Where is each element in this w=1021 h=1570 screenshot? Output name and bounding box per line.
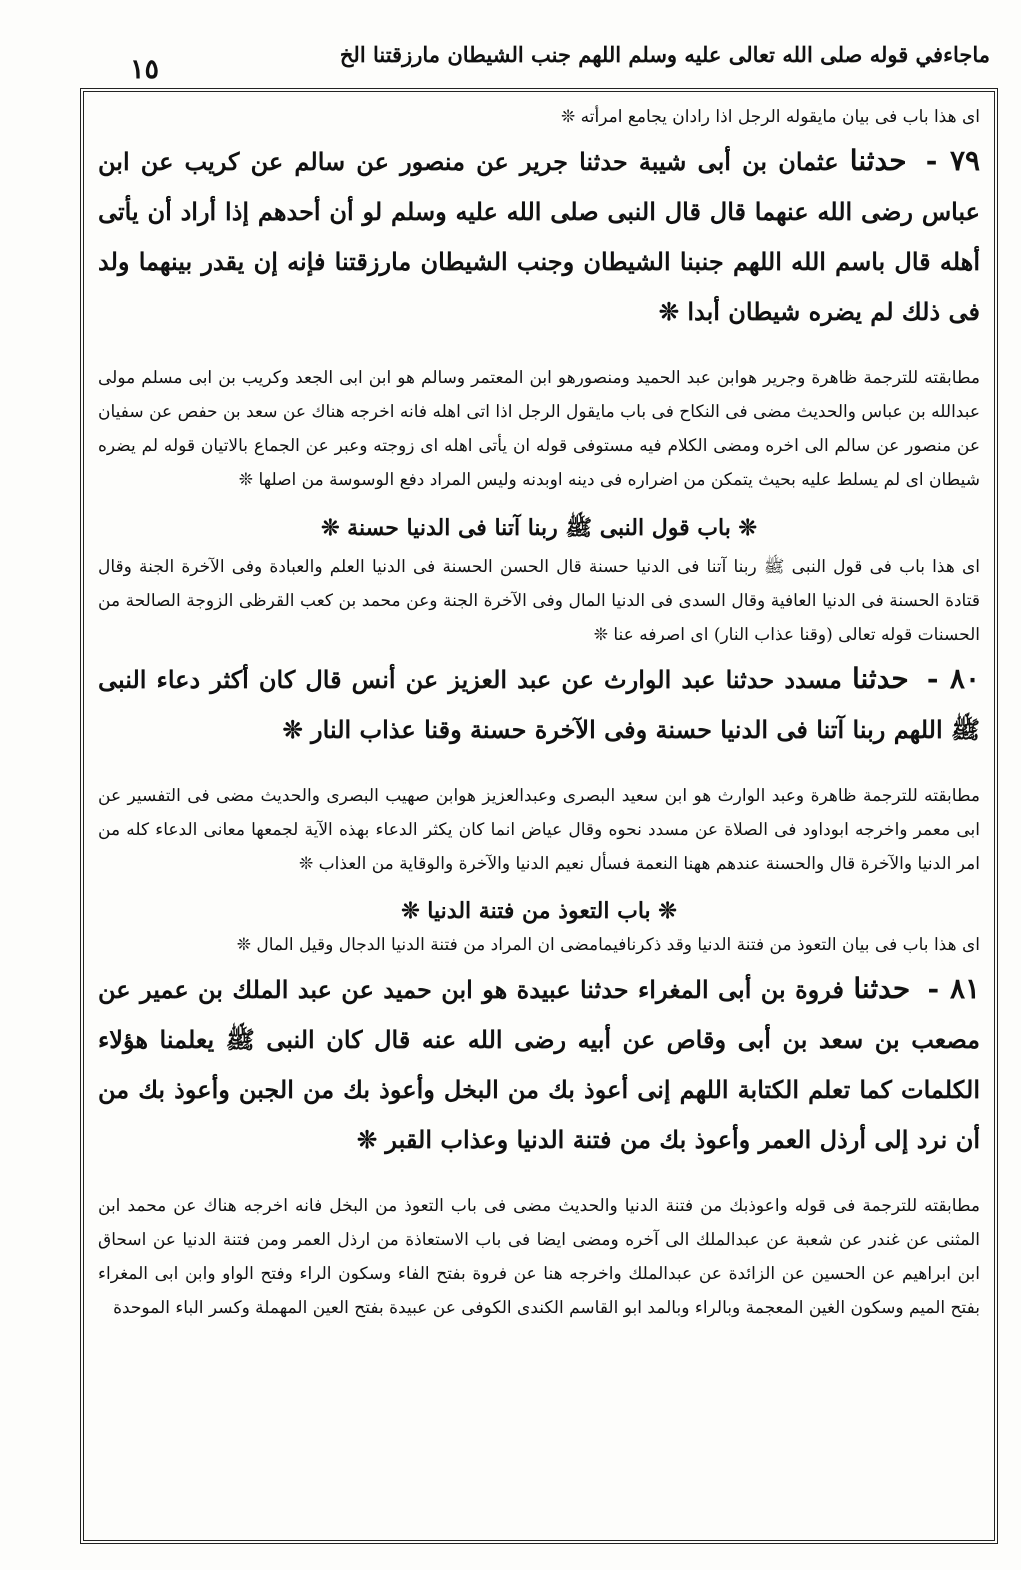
text-frame (80, 88, 998, 1544)
hadith-number: ٧٩ - (925, 144, 981, 177)
hadith-80 (98, 654, 980, 755)
page-number: ١٥ (130, 54, 160, 85)
bab-heading: ❊ باب قول النبى ﷺ ربنا آتنا فى الدنيا حسنة ❊ (321, 515, 757, 541)
haddathana-word: حدثنا (853, 972, 911, 1005)
running-head: ماجاءفي قوله صلى الله تعالى عليه وسلم اللهم جنب الشيطان مارزقتنا الخ (339, 42, 990, 67)
hadith-79 (98, 136, 980, 337)
commentary: مطابقته للترجمة ظاهرة وجرير هوابن عبد الحميد ومنصورهو ابن المعتمر وسالم هو ابن ابى الجعد وكريب بن ابى مسلم مولى عبدالله بن عباس والحديث مضى فى النكاح فى باب مايقول الرجل اذا اتى اهله فانه اخرجه هناك عن سعد بن حفص عن سفيان عن منصور عن سالم الى اخره ومضى الكلام فيه مستوفى قوله ان يأتى اهله اى زوجته وعبر عن الجماع بالاتيان قوله لم يضره شيطان اى لم يسلط عليه بحيث يتمكن من اضراره فى دينه اوبدنه وليس المراد دفع الوسوسة من اصلها ❊ (98, 368, 980, 490)
hadith-text: مسدد حدثنا عبد الوارث عن عبد العزيز عن أنس قال كان أكثر دعاء النبى ﷺ اللهم ربنا آتنا فى الدنيا حسنة وفى الآخرة حسنة وقنا عذاب النار ❊ (98, 665, 980, 744)
page-header (80, 40, 990, 90)
commentary: مطابقته للترجمة فى قوله واعوذبك من فتنة الدنيا والحديث مضى فى باب التعوذ من البخل فانه اخرجه هناك عن محمد ابن المثنى عن غندر عن شعبة عن عبدالملك الى آخره ومضى ايضا فى باب الاستعاذة من ارذل العمر ومن فتنة الدنيا عن اسحاق ابن ابراهيم عن الحسين عن الزائدة عن عبدالملك واخرجه هنا عن فروة بفتح الفاء وسكون الراء وفتح الواو وابن ابى المغراء بفتح الميم وسكون الغين المعجمة وبالراء وبالمد ابو القاسم الكندى الكوفى عن عبيدة بفتح العين المهملة وكسر الباء الموحدة (98, 1196, 980, 1318)
bab-intro: اى هذا باب فى بيان التعوذ من فتنة الدنيا وقد ذكرنافيمامضى ان المراد من فتنة الدنيا الدجال وقيل المال ❊ (236, 935, 980, 955)
bab-intro: اى هذا باب فى بيان مايقوله الرجل اذا رادان يجامع امرأته ❊ (561, 107, 980, 127)
haddathana-word: حدثنا (851, 662, 909, 695)
haddathana-word: حدثنا (849, 144, 907, 177)
bab-intro: اى هذا باب فى قول النبى ﷺ ربنا آتنا فى الدنيا حسنة قال الحسن الحسنة فى الدنيا العلم والعبادة وفى الآخرة الجنة وقال قتادة الحسنة فى الدنيا العافية وقال السدى فى الدنيا المال وفى الآخرة الجنة وعن محمد بن كعب القرظى الزوجة الصالحة من الحسنات قوله تعالى (وقنا عذاب النار) اى اصرفه عنا ❊ (98, 557, 980, 645)
hadith-81 (98, 964, 980, 1165)
hadith-number: ٨٠ - (926, 662, 980, 695)
hadith-number: ٨١ - (927, 972, 981, 1005)
hadith-text: فروة بن أبى المغراء حدثنا عبيدة هو ابن حميد عن عبد الملك بن عمير عن مصعب بن سعد بن أبى وقاص عن أبيه رضى الله عنه قال كان النبى ﷺ يعلمنا هؤلاء الكلمات كما تعلم الكتابة اللهم إنى أعوذ بك من البخل وأعوذ بك من الجبن وأعوذ بك من أن نرد إلى أرذل العمر وأعوذ بك من فتنة الدنيا وعذاب القبر ❊ (98, 975, 980, 1154)
bab-heading: ❊ باب التعوذ من فتنة الدنيا ❊ (401, 898, 677, 924)
commentary: مطابقته للترجمة ظاهرة وعبد الوارث هو ابن سعيد البصرى وعبدالعزيز هوابن صهيب البصرى والحديث مضى فى التفسير عن ابى معمر واخرجه ابوداود فى الصلاة عن مسدد نحوه وقال عياض انما كان يكثر الدعاء بهذه الآية لجمعها معانى الدعاء كله من امر الدنيا والآخرة قال والحسنة عندهم ههنا النعمة فسأل نعيم الدنيا والآخرة والوقاية من العذاب ❊ (98, 786, 980, 874)
hadith-text: عثمان بن أبى شيبة حدثنا جرير عن منصور عن سالم عن كريب عن ابن عباس رضى الله عنهما قال قال النبى صلى الله عليه وسلم لو أن أحدهم إذا أراد أن يأتى أهله قال باسم الله اللهم جنبنا الشيطان وجنب الشيطان مارزقتنا فإنه إن يقدر بينهما ولد فى ذلك لم يضره شيطان أبدا ❊ (98, 147, 980, 326)
